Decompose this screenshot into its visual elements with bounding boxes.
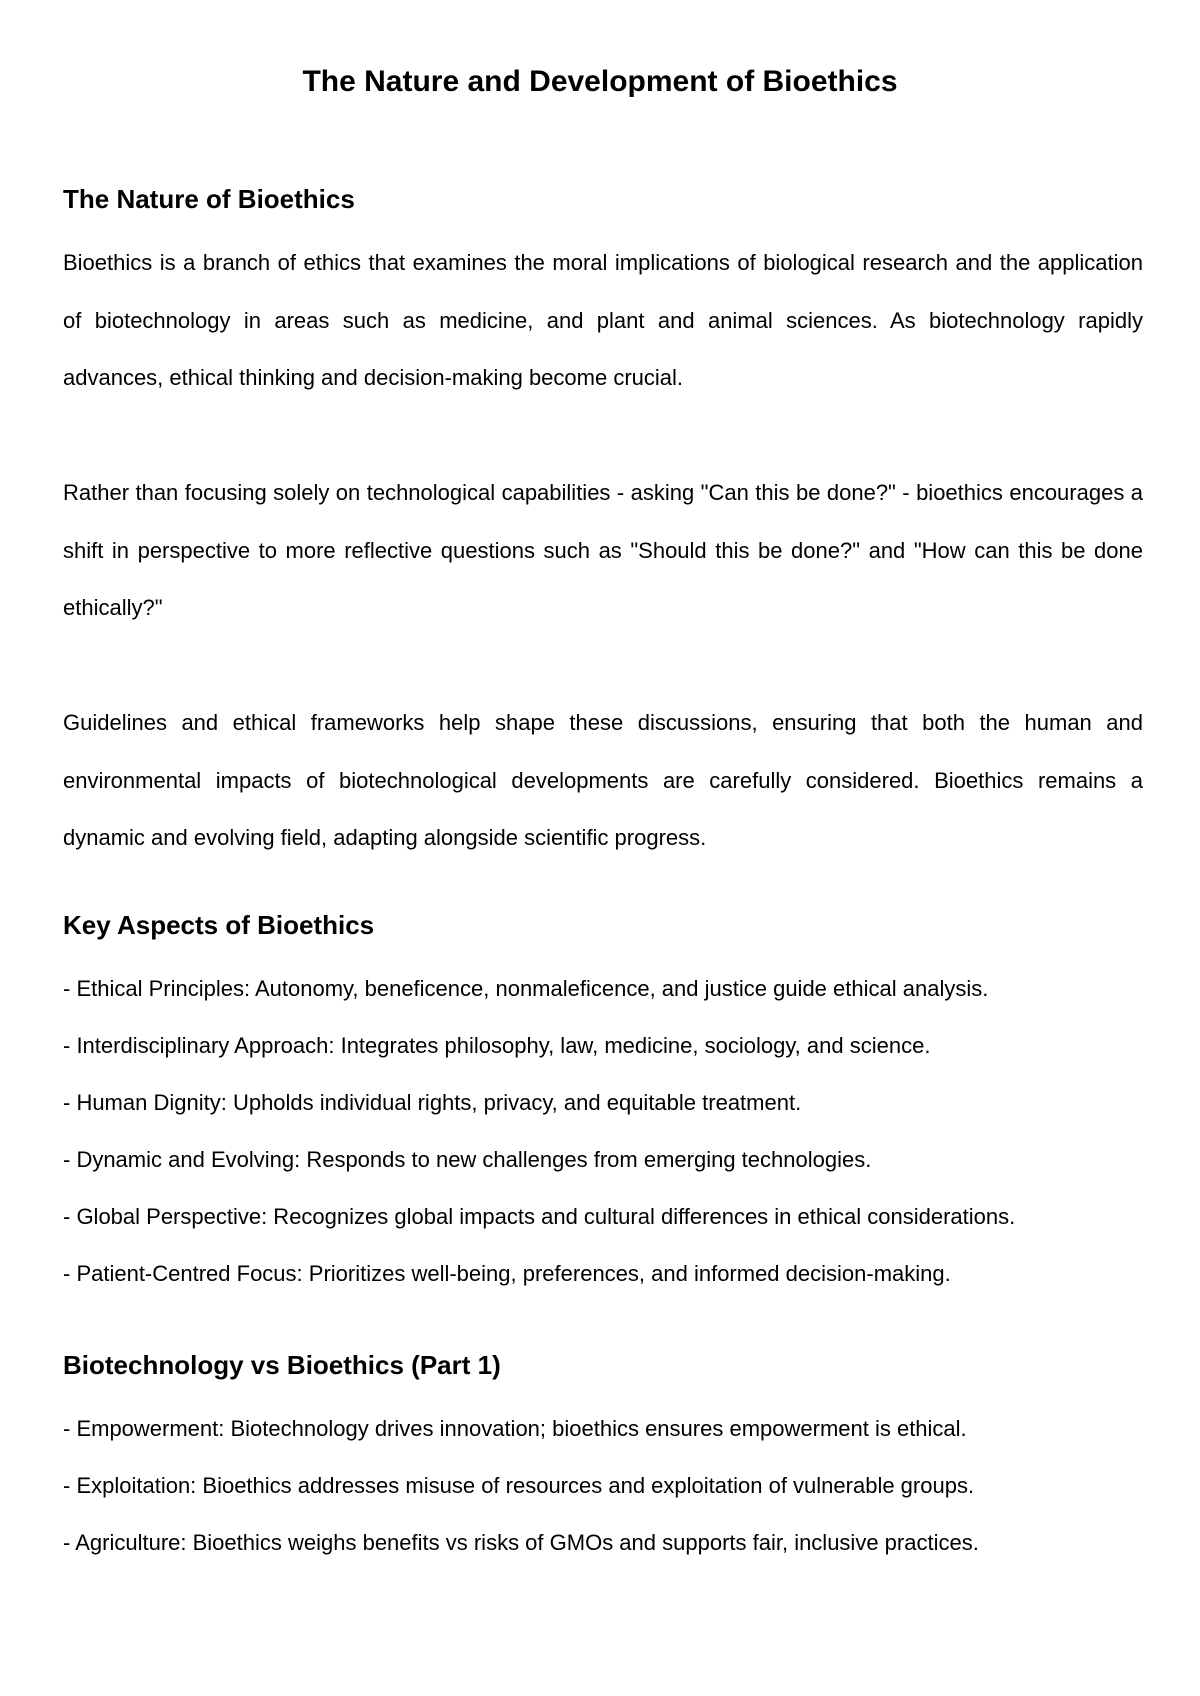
list-item: - Interdisciplinary Approach: Integrates philosophy, law, medicine, sociology, and science. <box>63 1033 931 1058</box>
list-item: - Human Dignity: Upholds individual rights, privacy, and equitable treatment. <box>63 1090 802 1115</box>
list-item: - Agriculture: Bioethics weighs benefits vs risks of GMOs and supports fair, inclusive practices. <box>63 1530 979 1555</box>
list-item: - Empowerment: Biotechnology drives innovation; bioethics ensures empowerment is ethical. <box>63 1416 967 1441</box>
paragraph: Guidelines and ethical frameworks help shape these discussions, ensuring that both the human and environmental impacts of biotechnological developments are carefully considered. Bioethics remains a dynamic and evolving field, adapting alongside scientific progress. <box>63 710 1143 850</box>
list-item: - Patient-Centred Focus: Prioritizes well-being, preferences, and informed decision-making. <box>63 1261 951 1286</box>
section-heading-key-aspects: Key Aspects of Bioethics <box>63 910 375 940</box>
paragraph: Bioethics is a branch of ethics that examines the moral implications of biological research and the application of biotechnology in areas such as medicine, and plant and animal sciences. As biotechnology rapidly advances, ethical thinking and decision-making become crucial. <box>63 250 1143 390</box>
section-heading-biotech-vs-bioethics: Biotechnology vs Bioethics (Part 1) <box>63 1350 501 1380</box>
list-item: - Global Perspective: Recognizes global impacts and cultural differences in ethical considerations. <box>63 1204 1016 1229</box>
list-item: - Exploitation: Bioethics addresses misuse of resources and exploitation of vulnerable groups. <box>63 1473 975 1498</box>
section-heading-nature: The Nature of Bioethics <box>63 184 355 214</box>
list-item: - Dynamic and Evolving: Responds to new challenges from emerging technologies. <box>63 1147 872 1172</box>
list-item: - Ethical Principles: Autonomy, beneficence, nonmaleficence, and justice guide ethical analysis. <box>63 976 989 1001</box>
key-aspects-list <box>63 960 1163 1302</box>
document-title: The Nature and Development of Bioethics <box>302 65 898 98</box>
paragraph: Rather than focusing solely on technological capabilities - asking "Can this be done?" - bioethics encourages a shift in perspective to more reflective questions such as "Should this be done?" and "How can this be done ethically?" <box>63 480 1143 620</box>
biotech-vs-bioethics-list <box>63 1400 1163 1571</box>
